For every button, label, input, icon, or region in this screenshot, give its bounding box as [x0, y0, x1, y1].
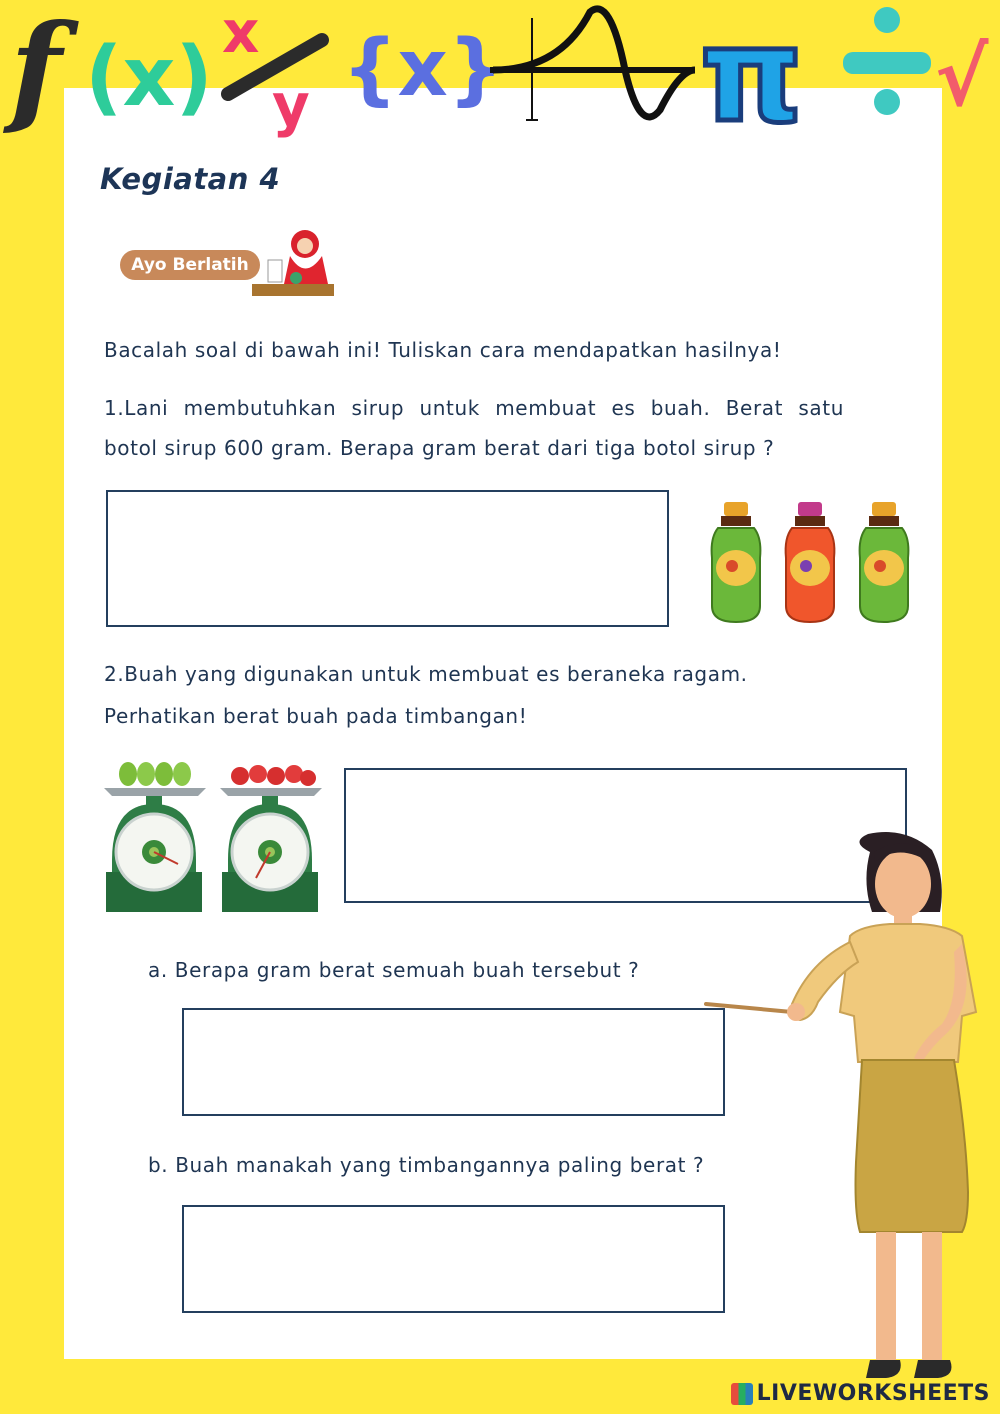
liveworksheets-logo [731, 1381, 990, 1406]
pointer-stick-icon [706, 1004, 792, 1012]
function-f-symbol: f [10, 0, 62, 139]
answer-box-2a[interactable] [182, 1008, 725, 1116]
question-2-line-1: 2.Buah yang digunakan untuk membuat es beraneka ragam. [104, 662, 748, 686]
answer-input-2a[interactable] [184, 1010, 723, 1114]
division-sign-icon [843, 7, 931, 115]
set-braces-symbol: {x} [342, 24, 504, 114]
student-studying-icon [250, 226, 340, 302]
answer-input-1[interactable] [108, 492, 667, 625]
instruction-text: Bacalah soal di bawah ini! Tuliskan cara mendapatkan hasilnya! [104, 338, 782, 362]
math-header-banner [0, 0, 1000, 140]
syrup-bottle-icon [786, 502, 835, 622]
question-2b-text: b. Buah manakah yang timbangannya paling berat ? [148, 1153, 705, 1177]
activity-title: Kegiatan 4 [100, 162, 281, 196]
apple-scale-icon [220, 765, 322, 912]
syrup-bottle-icon [712, 502, 761, 622]
brand-mark-icon [731, 1383, 753, 1405]
denominator-y-symbol: y [272, 71, 310, 139]
question-2-line-2: Perhatikan berat buah pada timbangan! [104, 704, 528, 728]
syrup-bottles-illustration [704, 498, 916, 628]
x-in-parens-symbol: (x) [85, 30, 213, 125]
answer-box-1[interactable] [106, 490, 669, 627]
syrup-bottle-icon [860, 502, 909, 622]
pi-symbol: π [700, 0, 803, 140]
teacher-illustration [700, 832, 990, 1392]
question-1-line-2: botol sirup 600 gram. Berapa gram berat dari tiga botol sirup ? [104, 436, 775, 460]
answer-input-2b[interactable] [184, 1207, 723, 1311]
practice-badge: Ayo Berlatih [120, 250, 260, 280]
square-root-symbol: √ [935, 31, 989, 124]
question-1-line-1: 1.Lani membutuhkan sirup untuk membuat es buah. Berat satu [104, 396, 844, 420]
question-2a-text: a. Berapa gram berat semuah buah tersebut ? [148, 958, 640, 982]
brand-name: LIVEWORKSHEETS [756, 1381, 990, 1406]
pear-scale-icon [104, 762, 206, 912]
wave-graph-icon [490, 9, 695, 120]
fruit-scales-illustration [102, 760, 326, 916]
numerator-x-symbol: x [222, 0, 260, 66]
answer-box-2b[interactable] [182, 1205, 725, 1313]
